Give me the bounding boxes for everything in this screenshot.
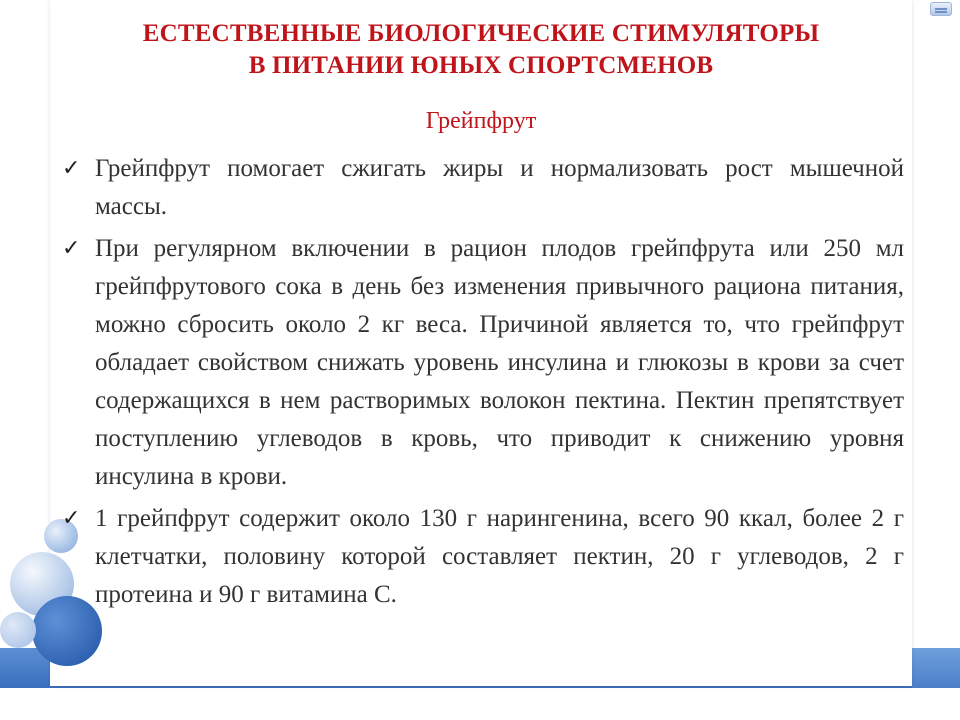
slide-subtitle: Грейпфрут [425, 108, 537, 134]
checkmark-icon: ✓ [62, 506, 81, 531]
checkmark-icon: ✓ [62, 236, 81, 261]
bullet-item [62, 500, 904, 614]
slide-title-line-1: ЕСТЕСТВЕННЫЕ БИОЛОГИЧЕСКИЕ СТИМУЛЯТОРЫ [142, 20, 820, 47]
bullet-item [62, 230, 904, 496]
bullet-list [62, 150, 904, 618]
footer-band-right [912, 648, 960, 688]
window-menu-icon[interactable] [930, 2, 952, 16]
slide-title-line-2: В ПИТАНИИ ЮНЫХ СПОРТСМЕНОВ [248, 52, 714, 79]
bullet-text: 1 грейпфрут содержит около 130 г нарингенина, всего 90 ккал, более 2 г клетчатки, половину которой составляет пектин, 20 г углеводов, 2 г протеина и 90 г витамина С. [95, 505, 904, 608]
decor-bubble [0, 612, 36, 648]
bullet-item [62, 150, 904, 226]
bullet-text: Грейпфрут помогает сжигать жиры и нормализовать рост мышечной массы. [95, 155, 904, 220]
checkmark-icon: ✓ [62, 156, 81, 181]
slide-title [50, 18, 912, 82]
bullet-text: При регулярном включении в рацион плодов грейпфрута или 250 мл грейпфрутового сока в день без изменения привычного рациона питания, можно сбросить около 2 кг веса. Причиной является то, что грейпфрут обладает свойством снижать уровень инсулина и глюкозы в крови за счет содержащихся в нем растворимых волокон пектина. Пектин препятствует поступлению углеводов в кровь, что приводит к снижению уровня инсулина в крови. [95, 235, 904, 490]
